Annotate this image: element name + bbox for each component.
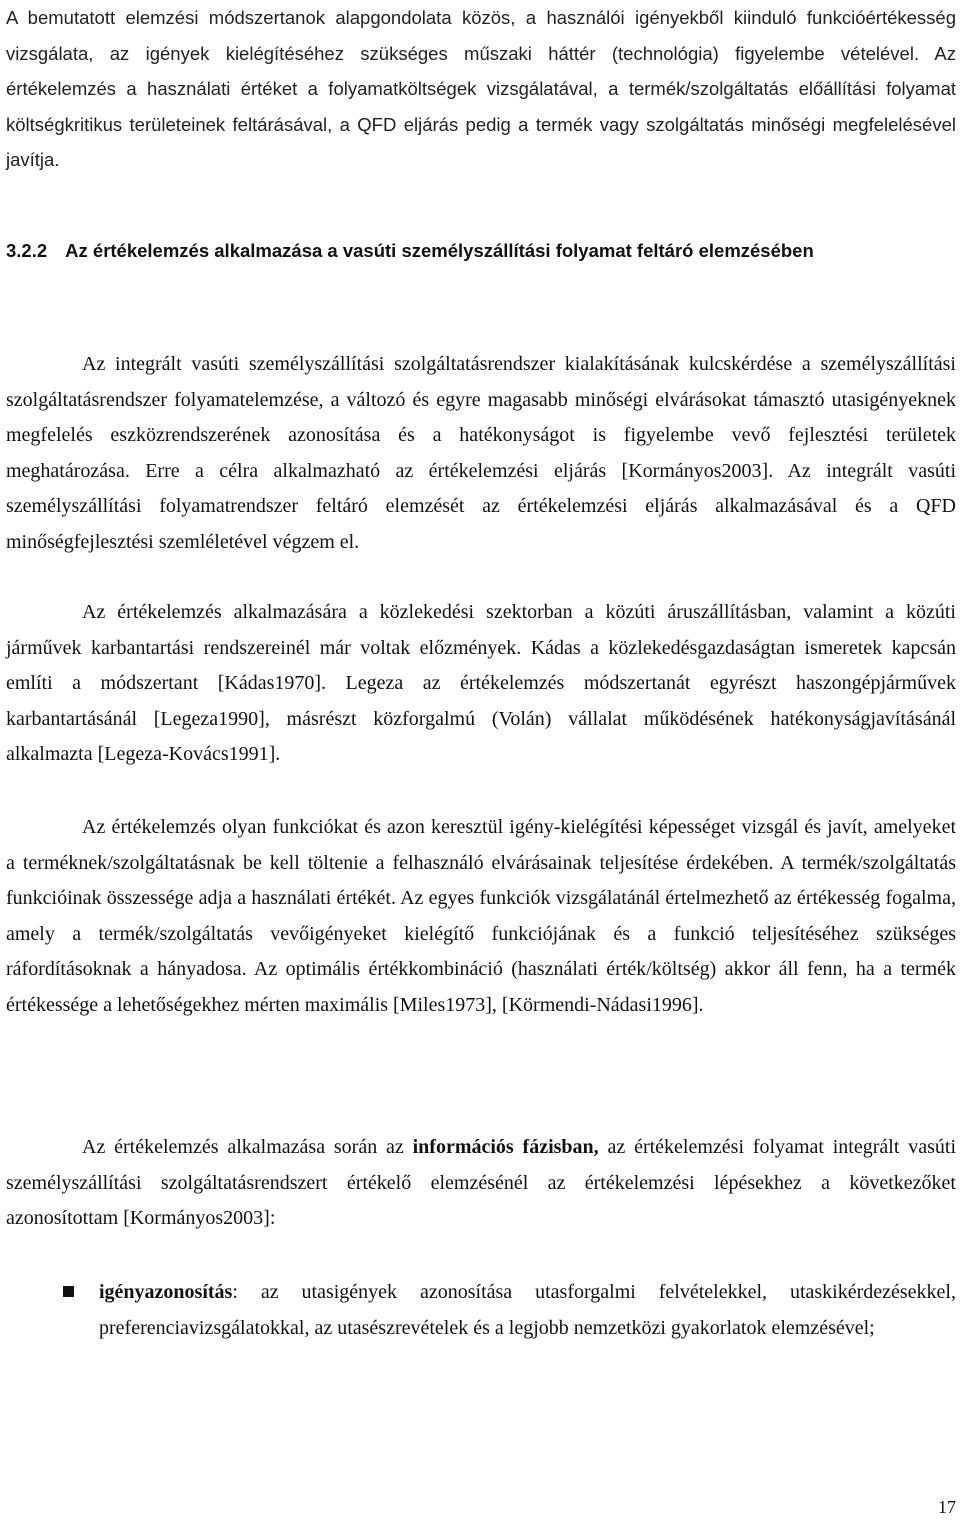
intro-paragraph: A bemutatott elemzési módszertanok alapgondolata közös, a használói igényekből kiinduló funkcióértékesség vizsgálata, az igények kielégítéséhez szükséges műszaki háttér (technológia) figyelembe vételével. Az értékelemzés a használati értéket a folyamatköltségek vizsgálatával, a termék/szolgáltatás előállítási folyamat költségkritikus területeinek feltárásával, a QFD eljárás pedig a termék vagy szolgáltatás minőségi megfelelésével javítja. [6,7,956,170]
paragraph-text-start: Az értékelemzés alkalmazása során az [82,1136,413,1158]
emphasis-information-phase: információs fázisban, [412,1136,599,1158]
list-item [6,1275,956,1346]
square-bullet-icon [63,1286,74,1297]
section-number: 3.2.2 [6,240,48,261]
information-phase-paragraph [6,1130,956,1237]
body-paragraph: Az integrált vasúti személyszállítási szolgáltatásrendszer kialakításának kulcskérdése a személyszállítási szolgáltatásrendszer folyamatelemzése, a változó és egyre magasabb minőségi elvárásokat támasztó utasigényeknek megfelelés eszközrendszerének azonosítása és a hatékonyságot is figyelembe vevő fejlesztési területek meghatározása. Erre a célra alkalmazható az értékelemzési eljárás [Kormányos2003]. Az integrált vasúti személyszállítási folyamatrendszer feltáró elemzését az értékelemzési eljárás alkalmazásával és a QFD minőségfejlesztési szemléletével végzem el. [6,353,956,553]
section-heading [6,232,956,269]
paragraph-text-end: az értékelemzési folyamat integrált vasúti személyszállítási szolgáltatásrendszert értékelő elemzésénél az értékelemzési lépésekhez a következőket azonosítottam [Kormányos2003]: [6,1136,956,1229]
list-item-term: igényazonosítás [99,1281,233,1303]
body-paragraph: Az értékelemzés olyan funkciókat és azon keresztül igény-kielégítési képességet vizsgál és javít, amelyeket a terméknek/szolgáltatásnak be kell töltenie a felhasználó elvárásainak teljesítése érdekében. A termék/szolgáltatás funkcióinak összessége adja a használati értékét. Az egyes funkciók vizsgálatánál értelmezhető az értékesség fogalma, amely a termék/szolgáltatás vevőigényeket kielégítő funkciójának és a funkció teljesítéséhez szükséges ráfordításoknak a hányadosa. Az optimális értékkombináció (használati érték/költség) akkor áll fenn, ha a termék értékessége a lehetőségekhez mérten maximális [Miles1973], [Körmendi-Nádasi1996]. [6,816,956,1016]
page-number: 17 [938,1497,956,1517]
section-title: Az értékelemzés alkalmazása a vasúti személyszállítási folyamat feltáró elemzésében [65,240,814,261]
body-paragraph: Az értékelemzés alkalmazására a közlekedési szektorban a közúti áruszállításban, valamint a közúti járművek karbantartási rendszereinél már voltak előzmények. Kádas a közlekedésgazdaságtan ismeretek kapcsán említi a módszertant [Kádas1970]. Legeza az értékelemzés módszertanát egyrészt haszongépjárművek karbantartásánál [Legeza1990], másrészt közforgalmú (Volán) vállalat működésének hatékonyságjavításánál alkalmazta [Legeza-Kovács1991]. [6,601,956,765]
list-item-text: : az utasigények azonosítása utasforgalmi felvételekkel, utaskikérdezésekkel, preferenciavizsgálatokkal, az utasészrevételek és a legjobb nemzetközi gyakorlatok elemzésével; [99,1281,956,1339]
bullet-list [6,1275,956,1346]
